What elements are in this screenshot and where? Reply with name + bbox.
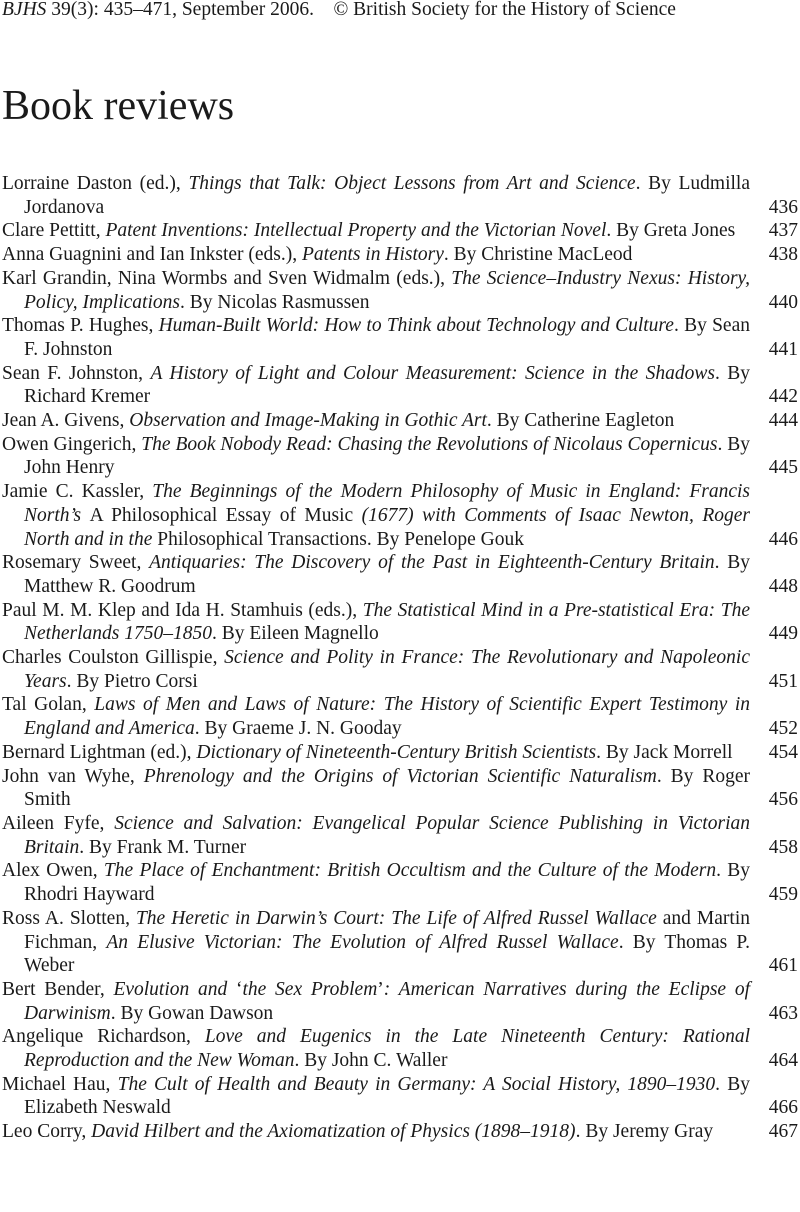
review-entry-segment: . By Richard Kremer bbox=[24, 362, 750, 408]
review-entry-text bbox=[2, 1120, 798, 1144]
review-entry bbox=[2, 812, 798, 859]
review-entry-text bbox=[2, 765, 798, 812]
review-entry-segment: John van Wyhe, bbox=[2, 765, 144, 787]
review-entry-text bbox=[2, 243, 798, 267]
review-entry bbox=[2, 978, 798, 1025]
review-entry bbox=[2, 599, 798, 646]
review-book-title: The Statistical Mind in a Pre-statistical Era: The Netherlands 1750–1850 bbox=[24, 599, 750, 645]
review-entry-segment: . By Sean F. Johnston bbox=[24, 315, 750, 360]
review-entry-text bbox=[2, 1073, 798, 1120]
review-book-title: Love and Eugenics in the Late Nineteenth Century: Rational Reproduction and the New Woman bbox=[24, 1026, 750, 1072]
review-entry-segment: Lorraine Daston (ed.), bbox=[2, 173, 189, 194]
review-page-number: 448 bbox=[768, 575, 798, 597]
review-entry bbox=[2, 741, 798, 765]
review-entry bbox=[2, 1073, 798, 1120]
journal-volume: 39 bbox=[51, 0, 71, 20]
review-entry-segment: Karl Grandin, Nina Wormbs and Sven Widmalm (eds.), bbox=[2, 267, 452, 289]
review-entry-segment: Anna Guagnini and Ian Inkster (eds.), bbox=[2, 244, 302, 266]
review-entry-segment: . By Nicolas Rasmussen bbox=[179, 291, 370, 313]
review-entry-segment: Paul M. M. Klep and Ida H. Stamhuis (eds.), bbox=[2, 599, 363, 621]
review-book-title: The Book Nobody Read: Chasing the Revolutions of Nicolaus Copernicus bbox=[141, 433, 718, 455]
review-entry bbox=[2, 172, 798, 219]
review-list bbox=[2, 172, 798, 1144]
journal-issue: (3) bbox=[70, 0, 94, 20]
review-page-number: 452 bbox=[768, 718, 798, 740]
review-book-title: The Place of Enchantment: British Occultism and the Culture of the Modern bbox=[103, 860, 717, 882]
running-header bbox=[2, 0, 792, 22]
review-book-title: The Cult of Health and Beauty in Germany: A Social History, 1890–1930 bbox=[117, 1073, 716, 1095]
review-entry-segment: Bernard Lightman (ed.), bbox=[2, 741, 197, 763]
review-entry bbox=[2, 646, 798, 693]
review-book-title: : American Narratives during the Eclipse of Darwinism bbox=[24, 978, 750, 1024]
review-entry-segment: . By Greta Jones bbox=[606, 220, 736, 242]
review-entry-segment: . By Matthew R. Goodrum bbox=[24, 552, 750, 597]
review-book-title: Science and Salvation: Evangelical Popular Science Publishing in Victorian Britain bbox=[24, 812, 750, 858]
review-entry bbox=[2, 362, 798, 409]
review-entry-text bbox=[2, 362, 798, 409]
review-entry-segment: A Philosophical Essay of Music bbox=[89, 504, 354, 526]
review-entry-text bbox=[2, 812, 798, 859]
review-entry-text bbox=[2, 433, 798, 480]
review-book-title: Phrenology and the Origins of Victorian Scientific Naturalism bbox=[143, 765, 657, 787]
review-entry-text bbox=[2, 172, 798, 219]
review-page-number: 442 bbox=[768, 386, 798, 408]
review-entry bbox=[2, 409, 798, 433]
review-entry-text bbox=[2, 646, 798, 693]
review-page-number: 467 bbox=[768, 1121, 798, 1143]
review-page-number: 459 bbox=[768, 884, 798, 906]
review-entry-text bbox=[2, 907, 798, 978]
review-page-number: 463 bbox=[768, 1002, 798, 1024]
review-entry-text bbox=[2, 409, 798, 433]
review-page-number: 461 bbox=[768, 955, 798, 977]
review-entry-segment: . By John Henry bbox=[24, 433, 750, 479]
review-book-title: A History of Light and Colour Measurement: Science in the Shadows bbox=[150, 362, 715, 384]
review-book-title: Human-Built World: How to Think about Technology and Culture bbox=[158, 315, 674, 337]
review-entry-segment: Ross A. Slotten, bbox=[2, 907, 136, 929]
copyright-notice: © British Society for the History of Science bbox=[333, 0, 676, 20]
review-entry-segment: Jean A. Givens, bbox=[2, 410, 130, 432]
review-entry-segment: Owen Gingerich, bbox=[2, 433, 142, 455]
review-entry bbox=[2, 765, 798, 812]
review-entry-segment: . By Rhodri Hayward bbox=[24, 860, 750, 906]
review-page-number: 437 bbox=[768, 220, 798, 242]
review-book-title: David Hilbert and the Axiomatization of Physics (1898–1918) bbox=[91, 1121, 576, 1143]
review-entry-segment: . By Roger Smith bbox=[24, 765, 750, 811]
review-entry bbox=[2, 243, 798, 267]
review-page-number: 454 bbox=[768, 741, 798, 763]
review-entry bbox=[2, 859, 798, 906]
review-entry-text bbox=[2, 978, 798, 1025]
review-entry-segment: . By Jack Morrell bbox=[596, 741, 733, 763]
review-page-number: 456 bbox=[768, 789, 798, 811]
review-entry-segment: Alex Owen, bbox=[2, 860, 104, 882]
review-page-number: 440 bbox=[768, 291, 798, 313]
review-entry bbox=[2, 219, 798, 243]
review-entry-segment: . By Jeremy Gray bbox=[575, 1121, 714, 1143]
review-entry bbox=[2, 693, 798, 740]
review-entry bbox=[2, 314, 798, 361]
review-entry-text bbox=[2, 551, 798, 598]
review-page-number: 436 bbox=[768, 196, 798, 218]
review-entry-segment: . By Ludmilla Jordanova bbox=[24, 173, 750, 218]
review-book-title: Antiquaries: The Discovery of the Past in Eighteenth-Century Britain bbox=[149, 552, 715, 574]
review-entry-text bbox=[2, 314, 798, 361]
review-entry-segment: . By Thomas P. Weber bbox=[24, 931, 750, 977]
review-entry-segment: ’ bbox=[377, 978, 384, 1000]
review-page-number: 449 bbox=[768, 623, 798, 645]
review-entry-text bbox=[2, 1025, 798, 1072]
review-entry-segment: . By Graeme J. N. Gooday bbox=[194, 718, 402, 740]
review-page-number: 466 bbox=[768, 1097, 798, 1119]
review-entry-segment: Angelique Richardson, bbox=[2, 1026, 205, 1048]
review-entry-segment: Clare Pettitt, bbox=[2, 220, 106, 242]
review-entry-segment: Aileen Fyfe, bbox=[2, 812, 115, 834]
review-book-title: Science and Polity in France: The Revolutionary and Napoleonic Years bbox=[24, 647, 750, 692]
review-book-title: The Beginnings of the Modern Philosophy of Music in England: Francis North’s bbox=[24, 481, 750, 526]
review-book-title: Laws of Men and Laws of Nature: The History of Scientific Expert Testimony in England and America bbox=[24, 694, 750, 740]
review-entry-segment: Sean F. Johnston, bbox=[2, 362, 151, 384]
review-page-number: 445 bbox=[768, 457, 798, 479]
review-entry-text bbox=[2, 219, 798, 243]
review-entry bbox=[2, 551, 798, 598]
journal-abbrev: BJHS bbox=[2, 0, 47, 20]
review-entry-segment: Jamie C. Kassler, bbox=[2, 481, 153, 503]
review-entry-segment: and Martin Fichman, bbox=[24, 907, 750, 953]
review-page-number: 464 bbox=[768, 1050, 798, 1072]
review-entry-text bbox=[2, 599, 798, 646]
review-entry-segment: Philosophical Transactions. By Penelope Gouk bbox=[157, 528, 524, 550]
review-entry-segment: Bert Bender, bbox=[2, 978, 114, 1000]
review-page-number: 438 bbox=[768, 244, 798, 266]
review-book-title: Evolution and bbox=[113, 978, 236, 1000]
review-book-title: An Elusive Victorian: The Evolution of Alfred Russel Wallace bbox=[106, 931, 619, 953]
review-page-number: 446 bbox=[768, 528, 798, 550]
review-book-title: the Sex Problem bbox=[242, 978, 378, 1000]
review-entry-segment: Tal Golan, bbox=[2, 694, 95, 716]
review-page-number: 441 bbox=[768, 338, 798, 360]
review-entry-segment: . By Eileen Magnello bbox=[211, 623, 379, 645]
review-entry-segment: Charles Coulston Gillispie, bbox=[2, 647, 225, 669]
review-entry bbox=[2, 1120, 798, 1144]
review-entry-segment: ‘ bbox=[236, 978, 243, 1000]
review-entry-segment: Michael Hau, bbox=[2, 1073, 118, 1095]
review-book-title: Observation and Image-Making in Gothic Art bbox=[129, 410, 487, 432]
review-entry-segment: . By Pietro Corsi bbox=[66, 670, 198, 692]
review-entry bbox=[2, 433, 798, 480]
review-book-title: Dictionary of Nineteenth-Century British Scientists bbox=[196, 741, 597, 763]
review-entry-text bbox=[2, 480, 798, 551]
review-entry-segment: . By Frank M. Turner bbox=[79, 836, 247, 858]
review-entry-text bbox=[2, 693, 798, 740]
review-entry bbox=[2, 267, 798, 314]
review-entry-text bbox=[2, 267, 798, 314]
review-book-title: Things that Talk: Object Lessons from Art and Science bbox=[188, 173, 636, 194]
review-page-number: 451 bbox=[768, 670, 798, 692]
journal-pages-date: : 435–471, September 2006. bbox=[93, 0, 314, 20]
review-entry-segment: Rosemary Sweet, bbox=[2, 552, 150, 574]
review-entry-text bbox=[2, 741, 798, 765]
review-page-number: 444 bbox=[768, 410, 798, 432]
review-entry-segment: Leo Corry, bbox=[2, 1121, 92, 1143]
review-entry-text bbox=[2, 859, 798, 906]
review-book-title: (1677) with Comments of Isaac Newton, Roger North and in the bbox=[24, 504, 750, 550]
review-entry-segment: . By Gowan Dawson bbox=[110, 1002, 274, 1024]
review-entry bbox=[2, 480, 798, 551]
review-entry-segment: . By Catherine Eagleton bbox=[486, 410, 675, 432]
review-page-number: 458 bbox=[768, 836, 798, 858]
review-entry bbox=[2, 1025, 798, 1072]
review-entry-segment: . By John C. Waller bbox=[294, 1050, 448, 1072]
review-book-title: Patents in History bbox=[302, 244, 444, 266]
page-title: Book reviews bbox=[2, 83, 235, 129]
review-book-title: Patent Inventions: Intellectual Property and the Victorian Novel bbox=[105, 220, 607, 242]
review-entry-segment: . By Christine MacLeod bbox=[443, 244, 633, 266]
review-entry-segment: . By Elizabeth Neswald bbox=[24, 1073, 750, 1119]
review-book-title: The Science–Industry Nexus: History, Policy, Implications bbox=[24, 267, 750, 313]
review-book-title: The Heretic in Darwin’s Court: The Life of Alfred Russel Wallace bbox=[135, 907, 657, 929]
review-entry bbox=[2, 907, 798, 978]
review-entry-segment: Thomas P. Hughes, bbox=[2, 315, 159, 337]
